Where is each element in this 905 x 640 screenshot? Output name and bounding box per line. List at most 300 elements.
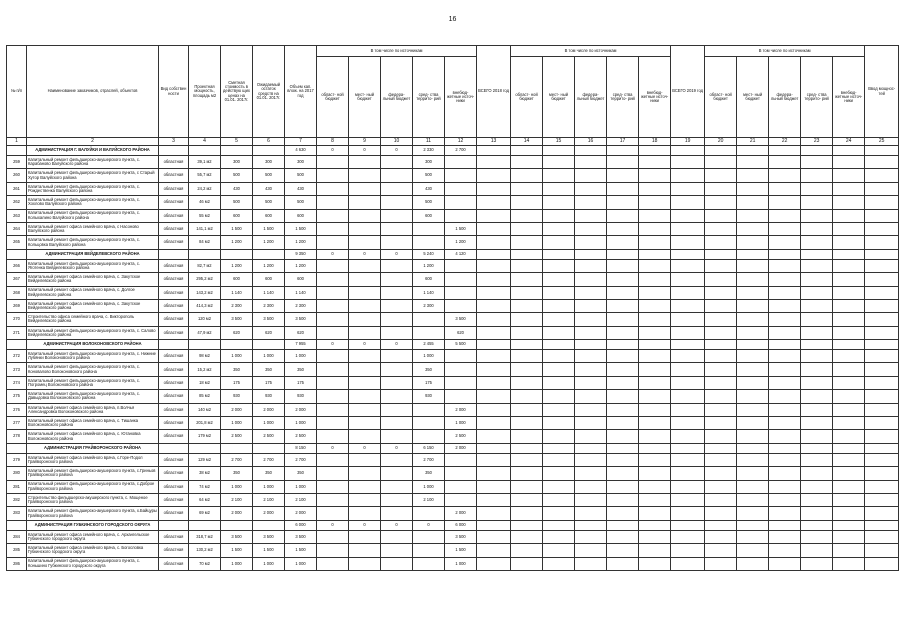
table-cell (639, 299, 671, 312)
remain-cell: 430 (253, 182, 285, 195)
ownership-cell: областная (159, 403, 189, 416)
offbudget-cell: 2 000 (445, 403, 477, 416)
header-total-2019: ВСЕГО 2019 год (671, 46, 705, 138)
table-cell (477, 507, 511, 520)
offbudget-cell: 2 000 (445, 507, 477, 520)
federal-cell (381, 544, 413, 557)
remain-cell: 1 500 (253, 222, 285, 235)
table-cell (607, 520, 639, 530)
table-cell (543, 182, 575, 195)
table-cell (737, 196, 769, 209)
header-local: мест- ный бюджет (737, 57, 769, 138)
table-cell (801, 376, 833, 389)
offbudget-cell (445, 493, 477, 506)
table-cell (737, 443, 769, 453)
area-cell: 15,2 м2 (189, 363, 221, 376)
table-cell (607, 376, 639, 389)
territory-cell: 1 200 (413, 259, 445, 272)
table-row (7, 544, 899, 557)
no-cell: 268 (7, 286, 27, 299)
regional-cell (317, 507, 349, 520)
territory-cell (413, 557, 445, 570)
ownership-cell: областная (159, 507, 189, 520)
local-cell (349, 480, 381, 493)
cost-cell: 1 200 (221, 259, 253, 272)
table-cell (575, 286, 607, 299)
column-number: 25 (865, 138, 899, 146)
table-cell (253, 443, 285, 453)
header-offbudget: внебюд- жетные источ- ники (639, 57, 671, 138)
table-cell (543, 169, 575, 182)
table-cell (769, 417, 801, 430)
no-cell (7, 520, 27, 530)
table-cell (639, 249, 671, 259)
ownership-cell: областная (159, 209, 189, 222)
table-cell (671, 146, 705, 156)
capvol-cell: 2 500 (285, 430, 317, 443)
local-cell (349, 236, 381, 249)
table-row (7, 350, 899, 363)
table-cell (189, 443, 221, 453)
territory-cell: 350 (413, 467, 445, 480)
cost-cell: 1 000 (221, 350, 253, 363)
table-cell (833, 326, 865, 339)
table-cell (575, 403, 607, 416)
table-cell (477, 169, 511, 182)
table-cell (671, 403, 705, 416)
capvol-cell: 2 000 (285, 403, 317, 416)
table-cell (477, 453, 511, 466)
ownership-cell: областная (159, 299, 189, 312)
table-cell (769, 467, 801, 480)
table-cell (607, 430, 639, 443)
table-cell (639, 350, 671, 363)
capvol-cell: 600 (285, 273, 317, 286)
column-number: 18 (639, 138, 671, 146)
column-number: 20 (705, 138, 737, 146)
offbudget-cell (445, 453, 477, 466)
table-cell (737, 182, 769, 195)
investment-table (6, 45, 899, 571)
table-cell (671, 350, 705, 363)
capvol-cell: 1 000 (285, 350, 317, 363)
table-cell (705, 520, 737, 530)
ownership-cell: областная (159, 313, 189, 326)
remain-cell: 1 140 (253, 286, 285, 299)
local-cell (349, 222, 381, 235)
table-cell (639, 273, 671, 286)
regional-cell (317, 530, 349, 543)
object-name: Капитальный ремонт офиса семейного врача, с.Горе-Подол Грайворонского района (27, 453, 159, 466)
federal-cell (381, 557, 413, 570)
regional-cell (317, 363, 349, 376)
federal-cell (381, 222, 413, 235)
table-cell (477, 286, 511, 299)
table-cell (221, 340, 253, 350)
table-cell (705, 196, 737, 209)
offbudget-cell: 1 500 (445, 222, 477, 235)
table-cell (769, 222, 801, 235)
table-cell (575, 363, 607, 376)
header-federal: федера- льный бюджет (769, 57, 801, 138)
capvol-cell: 2 300 (285, 299, 317, 312)
table-cell (801, 493, 833, 506)
ownership-cell: областная (159, 530, 189, 543)
remain-cell: 500 (253, 196, 285, 209)
table-cell (575, 530, 607, 543)
table-cell (865, 350, 899, 363)
table-cell (769, 350, 801, 363)
table-cell (705, 209, 737, 222)
capvol-cell: 2 700 (285, 453, 317, 466)
table-cell (511, 467, 543, 480)
regional-cell (317, 493, 349, 506)
table-row (7, 169, 899, 182)
table-cell (511, 286, 543, 299)
table-cell (543, 236, 575, 249)
remain-cell: 350 (253, 467, 285, 480)
table-cell (801, 417, 833, 430)
regional-cell (317, 544, 349, 557)
cost-cell: 2 100 (221, 493, 253, 506)
local-cell (349, 453, 381, 466)
table-cell (543, 156, 575, 169)
federal-cell (381, 350, 413, 363)
no-cell: 262 (7, 196, 27, 209)
table-row (7, 430, 899, 443)
table-row (7, 326, 899, 339)
table-cell (607, 326, 639, 339)
cost-cell: 1 140 (221, 286, 253, 299)
table-row (7, 507, 899, 520)
area-cell: 64 м2 (189, 493, 221, 506)
table-cell (477, 544, 511, 557)
table-cell (705, 376, 737, 389)
column-number: 17 (607, 138, 639, 146)
territory-cell: 2 330 (413, 146, 445, 156)
federal-cell (381, 259, 413, 272)
table-cell (477, 249, 511, 259)
federal-cell: 0 (381, 520, 413, 530)
table-cell (607, 340, 639, 350)
table-cell (607, 249, 639, 259)
federal-cell (381, 390, 413, 403)
capvol-cell: 1 200 (285, 236, 317, 249)
table-cell (737, 493, 769, 506)
regional-cell (317, 403, 349, 416)
table-cell (221, 249, 253, 259)
table-cell (477, 350, 511, 363)
capvol-cell: 3 500 (285, 313, 317, 326)
no-cell: 263 (7, 209, 27, 222)
group-row (7, 520, 899, 530)
table-cell (477, 313, 511, 326)
table-cell (543, 417, 575, 430)
federal-cell (381, 493, 413, 506)
group-name: АДМИНИСТРАЦИЯ Г. ВАЛУЙКИ И ВАЛУЙСКОГО РАЙОНА (27, 146, 159, 156)
table-cell (477, 236, 511, 249)
object-name: Капитальный ремонт фельдшерско-акушерского пункта, с. Коновалово Волоконовского района (27, 363, 159, 376)
table-cell (189, 520, 221, 530)
territory-cell: 1 140 (413, 286, 445, 299)
table-cell (671, 299, 705, 312)
table-cell (575, 467, 607, 480)
regional-cell: 0 (317, 340, 349, 350)
group-name: АДМИНИСТРАЦИЯ ВЕЙДЕЛЕВСКОГО РАЙОНА (27, 249, 159, 259)
federal-cell (381, 417, 413, 430)
table-cell (671, 326, 705, 339)
object-name: Капитальный ремонт офиса семейного врача, с Насоново Валуйского района (27, 222, 159, 235)
territory-cell (413, 417, 445, 430)
table-cell (511, 182, 543, 195)
table-cell (543, 350, 575, 363)
no-cell: 276 (7, 403, 27, 416)
table-cell (671, 259, 705, 272)
table-cell (769, 236, 801, 249)
table-cell (575, 340, 607, 350)
remain-cell: 350 (253, 363, 285, 376)
table-cell (607, 403, 639, 416)
table-cell (801, 236, 833, 249)
ownership-cell: областная (159, 222, 189, 235)
table-cell (639, 403, 671, 416)
column-number: 16 (575, 138, 607, 146)
ownership-cell: областная (159, 196, 189, 209)
table-cell (833, 493, 865, 506)
table-cell (865, 453, 899, 466)
table-cell (477, 480, 511, 493)
table-cell (737, 403, 769, 416)
table-cell (769, 507, 801, 520)
table-row (7, 493, 899, 506)
table-cell (477, 299, 511, 312)
no-cell: 284 (7, 530, 27, 543)
no-cell: 282 (7, 493, 27, 506)
area-cell: 84 м2 (189, 236, 221, 249)
table-cell (705, 326, 737, 339)
table-cell (543, 376, 575, 389)
table-cell (575, 507, 607, 520)
cost-cell: 1 500 (221, 222, 253, 235)
table-cell (833, 182, 865, 195)
territory-cell: 2 700 (413, 453, 445, 466)
table-cell (833, 363, 865, 376)
table-cell (607, 236, 639, 249)
table-cell (801, 350, 833, 363)
object-name: Капитальный ремонт фельдшерско-акушерского пункта, с. Карабаново Валуйского района (27, 156, 159, 169)
capvol-cell: 4 630 (285, 146, 317, 156)
header-local: мест- ный бюджет (543, 57, 575, 138)
offbudget-cell (445, 156, 477, 169)
federal-cell (381, 313, 413, 326)
capvol-cell: 9 350 (285, 249, 317, 259)
table-cell (671, 363, 705, 376)
offbudget-cell (445, 299, 477, 312)
header-federal: федера- льный бюджет (381, 57, 413, 138)
column-number: 11 (413, 138, 445, 146)
table-cell (607, 557, 639, 570)
table-cell (607, 417, 639, 430)
cost-cell: 500 (221, 196, 253, 209)
table-cell (477, 273, 511, 286)
table-cell (769, 146, 801, 156)
table-cell (575, 249, 607, 259)
no-cell: 275 (7, 390, 27, 403)
header-area: Проектная мощность, площадь м2 (189, 46, 221, 138)
table-cell (159, 340, 189, 350)
no-cell: 286 (7, 557, 27, 570)
local-cell (349, 390, 381, 403)
table-row (7, 209, 899, 222)
table-cell (705, 544, 737, 557)
table-cell (543, 313, 575, 326)
cost-cell: 430 (221, 182, 253, 195)
table-cell (865, 273, 899, 286)
table-cell (671, 313, 705, 326)
table-cell (705, 557, 737, 570)
no-cell: 264 (7, 222, 27, 235)
table-cell (833, 273, 865, 286)
local-cell (349, 209, 381, 222)
offbudget-cell (445, 273, 477, 286)
table-cell (865, 286, 899, 299)
regional-cell (317, 299, 349, 312)
header-commission: Ввод мощнос- тей (865, 46, 899, 138)
column-number: 9 (349, 138, 381, 146)
capvol-cell: 1 000 (285, 417, 317, 430)
remain-cell: 2 500 (253, 430, 285, 443)
territory-cell: 500 (413, 196, 445, 209)
table-cell (511, 196, 543, 209)
remain-cell: 2 300 (253, 299, 285, 312)
ownership-cell: областная (159, 273, 189, 286)
table-cell (671, 493, 705, 506)
federal-cell (381, 209, 413, 222)
offbudget-cell: 1 000 (445, 557, 477, 570)
table-cell (575, 493, 607, 506)
capvol-cell: 600 (285, 209, 317, 222)
header-territory: сред- ства террито- рий (413, 57, 445, 138)
local-cell (349, 259, 381, 272)
table-cell (607, 350, 639, 363)
table-cell (705, 182, 737, 195)
table-cell (575, 350, 607, 363)
area-cell: 18 м2 (189, 376, 221, 389)
table-cell (769, 530, 801, 543)
capvol-cell: 350 (285, 363, 317, 376)
remain-cell: 3 500 (253, 530, 285, 543)
territory-cell: 2 455 (413, 340, 445, 350)
object-name: Капитальный ремонт офиса семейного врача, с. Ютановка Волоконовского района (27, 430, 159, 443)
remain-cell: 300 (253, 156, 285, 169)
group-name: АДМИНИСТРАЦИЯ ГРАЙВОРОНСКОГО РАЙОНА (27, 443, 159, 453)
table-cell (639, 313, 671, 326)
offbudget-cell (445, 259, 477, 272)
table-cell (477, 430, 511, 443)
table-cell (737, 417, 769, 430)
ownership-cell: областная (159, 430, 189, 443)
column-number: 1 (7, 138, 27, 146)
table-cell (575, 209, 607, 222)
table-cell (801, 430, 833, 443)
header-offbudget: внебюд- жетные источ- ники (833, 57, 865, 138)
table-cell (865, 249, 899, 259)
table-cell (769, 557, 801, 570)
territory-cell: 1 000 (413, 480, 445, 493)
table-cell (705, 507, 737, 520)
table-cell (477, 146, 511, 156)
table-cell (607, 530, 639, 543)
territory-cell (413, 430, 445, 443)
table-cell (833, 453, 865, 466)
offbudget-cell: 5 500 (445, 340, 477, 350)
federal-cell (381, 507, 413, 520)
table-cell (477, 209, 511, 222)
object-name: Строительство фельдшерско-акушерского пункта, с. Мощеное Грайворонского района (27, 493, 159, 506)
table-cell (769, 363, 801, 376)
table-cell (865, 169, 899, 182)
table-cell (511, 236, 543, 249)
group-row (7, 443, 899, 453)
capvol-cell: 1 200 (285, 259, 317, 272)
area-cell: 143,2 м2 (189, 286, 221, 299)
table-cell (639, 259, 671, 272)
table-cell (575, 146, 607, 156)
offbudget-cell: 3 500 (445, 313, 477, 326)
table-cell (543, 196, 575, 209)
table-cell (639, 530, 671, 543)
table-cell (865, 443, 899, 453)
remain-cell: 1 000 (253, 350, 285, 363)
table-cell (705, 467, 737, 480)
table-cell (705, 350, 737, 363)
table-cell (221, 443, 253, 453)
table-cell (801, 259, 833, 272)
territory-cell: 0 (413, 520, 445, 530)
table-cell (705, 146, 737, 156)
table-cell (639, 236, 671, 249)
table-cell (639, 480, 671, 493)
table-cell (639, 557, 671, 570)
local-cell (349, 417, 381, 430)
table-row (7, 376, 899, 389)
no-cell: 273 (7, 363, 27, 376)
table-cell (477, 363, 511, 376)
table-cell (511, 156, 543, 169)
federal-cell (381, 363, 413, 376)
table-cell (705, 493, 737, 506)
cost-cell: 2 700 (221, 453, 253, 466)
table-cell (671, 156, 705, 169)
table-cell (865, 236, 899, 249)
table-cell (833, 340, 865, 350)
column-numbers-row (7, 138, 899, 146)
table-cell (769, 390, 801, 403)
local-cell (349, 544, 381, 557)
federal-cell (381, 480, 413, 493)
table-cell (705, 222, 737, 235)
object-name: Капитальный ремонт фельдшерско-акушерского пункта, с. Хохлово Валуйского района (27, 196, 159, 209)
table-cell (769, 249, 801, 259)
column-number: 21 (737, 138, 769, 146)
object-name: Капитальный ремонт фельдшерско-акушерского пункта, с. Рождественка Валуйского района (27, 182, 159, 195)
column-number: 23 (801, 138, 833, 146)
table-cell (801, 273, 833, 286)
territory-cell: 1 000 (413, 350, 445, 363)
regional-cell (317, 326, 349, 339)
capvol-cell: 6 000 (285, 520, 317, 530)
remain-cell: 1 000 (253, 557, 285, 570)
